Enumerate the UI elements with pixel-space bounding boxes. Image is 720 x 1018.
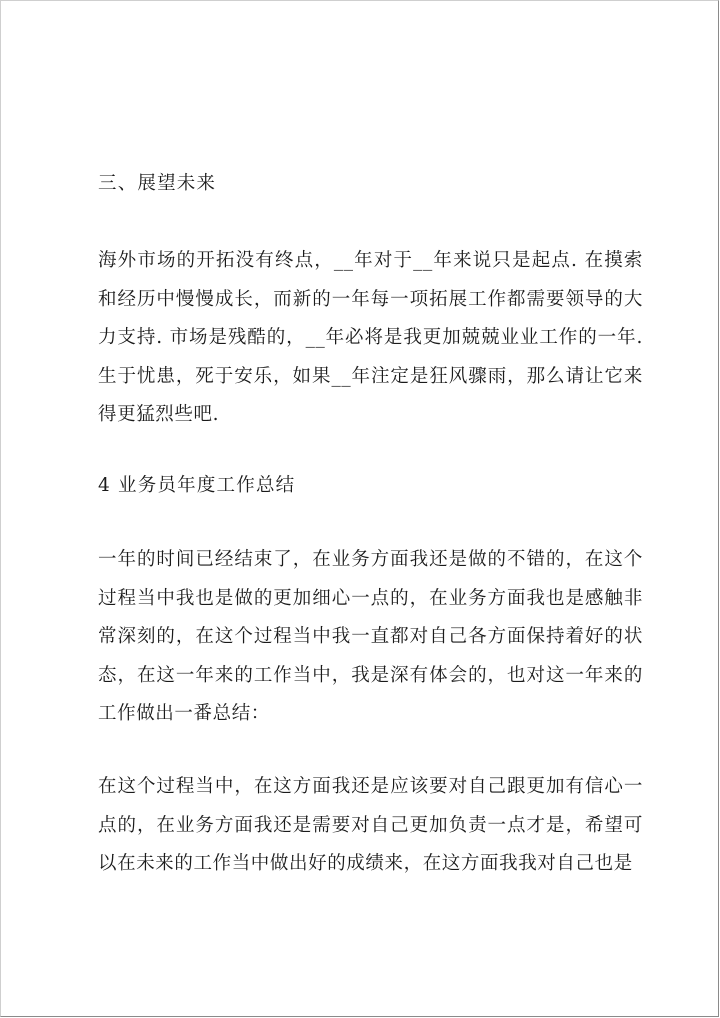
paragraph-summary-intro: 一年的时间已经结束了，在业务方面我还是做的不错的，在这个过程当中我也是做的更加细心一点的，在业务方面我也是感触非常深刻的，在这个过程当中我一直都对自己各方面保持着好的状态，在这一年来的工作当中，我是深有体会的，也对这一年来的工作做出一番总结： xyxy=(98,549,643,724)
article-title: 4 业务员年度工作总结 xyxy=(98,475,296,496)
paragraph-summary-body: 在这个过程当中，在这方面我还是应该要对自己跟更加有信心一点的，在业务方面我还是需要对自己更加负责一点才是，希望可以在未来的工作当中做出好的成绩来，在这方面我我对自己也是 xyxy=(98,776,643,874)
section-heading: 三、展望未来 xyxy=(98,173,217,194)
paragraph-outlook: 海外市场的开拓没有终点，__年对于__年来说只是起点. 在摸索和经历中慢慢成长，而新的一年每一项拓展工作都需要领导的大力支持. 市场是残酷的，__年必将是我更加兢兢业业工作的一年. 生于忧患，死于安乐，如果__年注定是狂风骤雨，那么请让它来得更猛烈些吧. xyxy=(98,250,643,425)
